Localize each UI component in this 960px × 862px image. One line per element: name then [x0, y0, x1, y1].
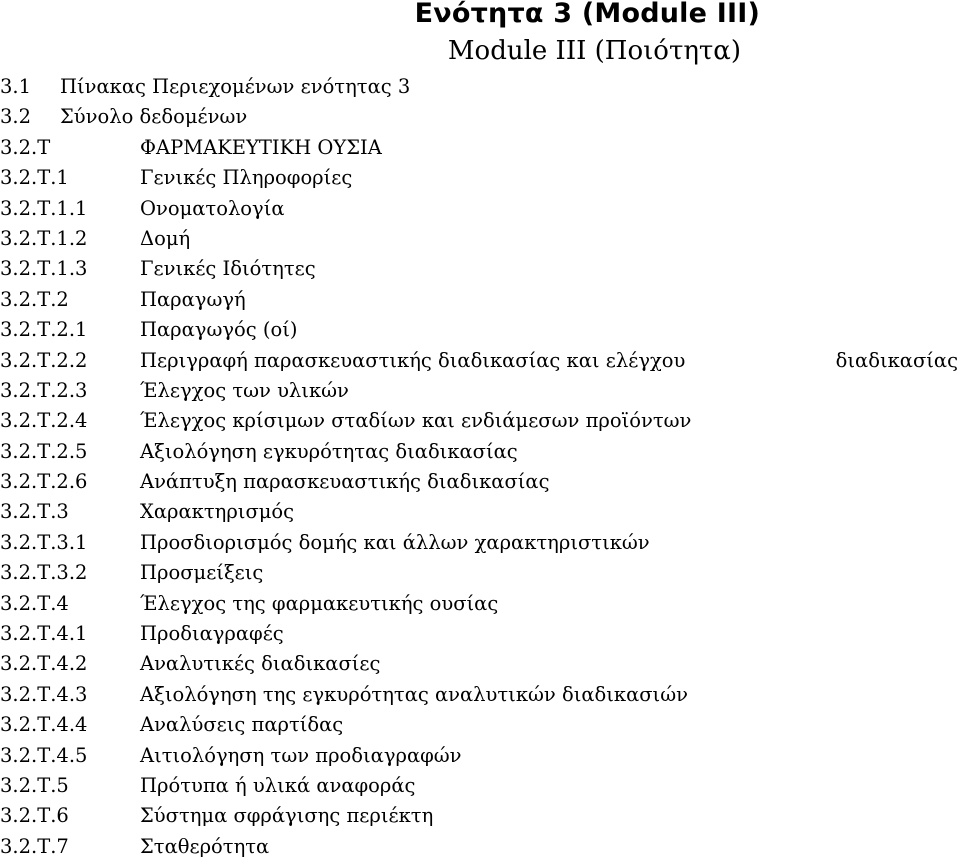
toc-entry [0, 102, 960, 132]
toc-number: 3.2.Τ.2.3 [0, 378, 88, 402]
toc-entry [0, 832, 960, 862]
toc-title: Αξιολόγηση εγκυρότητας διαδικασίας [140, 439, 518, 463]
toc-entry [0, 589, 960, 619]
toc-entry [0, 710, 960, 740]
toc-title: Προδιαγραφές [140, 622, 284, 646]
toc-number: 3.2.Τ.2 [0, 287, 69, 311]
toc-entry [0, 437, 960, 467]
toc-number: 3.2.Τ.4.1 [0, 622, 88, 646]
toc-entry [0, 680, 960, 710]
toc-number: 3.2.Τ.4.2 [0, 652, 88, 676]
toc-number: 3.2.Τ.3 [0, 500, 69, 524]
toc-number: 3.2.Τ.2.1 [0, 318, 88, 342]
toc-entry [0, 315, 960, 345]
toc-number: 3.2.Τ.4.5 [0, 743, 88, 767]
toc-title: Σταθερότητα [140, 834, 270, 858]
toc-title: Έλεγχος της φαρμακευτικής ουσίας [140, 591, 499, 615]
toc-number: 3.2.Τ.4.4 [0, 713, 88, 737]
toc-title: Αιτιολόγηση των προδιαγραφών [140, 743, 462, 767]
toc-number: 3.1 [0, 75, 32, 98]
toc-entry [0, 224, 960, 254]
table-of-contents [0, 72, 960, 862]
toc-entry [0, 254, 960, 284]
toc-title: Έλεγχος κρίσιμων σταδίων και ενδιάμεσων προϊόντων [140, 409, 692, 433]
toc-number: 3.2.Τ.3.2 [0, 561, 88, 585]
toc-number: 3.2.Τ.1.3 [0, 257, 88, 281]
toc-title: Γενικές Πληροφορίες [140, 166, 353, 190]
toc-entry [0, 194, 960, 224]
toc-number: 3.2.Τ.1.2 [0, 226, 88, 250]
toc-title: Πρότυπα ή υλικά αναφοράς [140, 773, 416, 797]
toc-title: Αναλύσεις παρτίδας [140, 713, 344, 737]
toc-title: Χαρακτηρισμός [140, 500, 295, 524]
toc-title: Προσδιορισμός δομής και άλλων χαρακτηριστικών [140, 530, 650, 554]
toc-entry [0, 285, 960, 315]
toc-number: 3.2.Τ [0, 135, 51, 159]
toc-title: Έλεγχος των υλικών [140, 378, 349, 402]
toc-number: 3.2.Τ.4 [0, 591, 69, 615]
toc-title: Αξιολόγηση της εγκυρότητας αναλυτικών διαδικασιών [140, 682, 688, 706]
toc-number: 3.2.Τ.5 [0, 773, 69, 797]
toc-entry [0, 801, 960, 831]
toc-number: 3.2.Τ.2.2 [0, 348, 88, 372]
toc-title: Προσμείξεις [140, 561, 264, 585]
toc-entry [0, 528, 960, 558]
toc-entry [0, 771, 960, 801]
toc-number: 3.2.Τ.2.5 [0, 439, 88, 463]
toc-entry [0, 619, 960, 649]
toc-number: 3.2 [0, 105, 32, 129]
toc-entry [0, 72, 960, 102]
module-heading: Ενότητα 3 (Module III) [414, 0, 760, 29]
toc-title: Παραγωγή [140, 287, 246, 311]
toc-number: 3.2.Τ.4.3 [0, 682, 88, 706]
toc-number: 3.2.Τ.2.4 [0, 409, 88, 433]
toc-title: Πίνακας Περιεχομένων ενότητας 3 [60, 75, 411, 98]
toc-title: ΦΑΡΜΑΚΕΥΤΙΚΗ ΟΥΣΙΑ [140, 135, 382, 159]
toc-entry [0, 467, 960, 497]
toc-title: Ανάπτυξη παρασκευαστικής διαδικασίας [140, 470, 550, 494]
module-subheading: Module III (Ποιότητα) [447, 36, 741, 66]
toc-entry [0, 497, 960, 527]
toc-title: Αναλυτικές διαδικασίες [140, 652, 381, 676]
toc-number: 3.2.Τ.7 [0, 834, 69, 858]
toc-entry [0, 346, 960, 376]
toc-title: Σύστημα σφράγισης περιέκτη [140, 804, 434, 828]
toc-title: Γενικές Ιδιότητες [140, 257, 316, 281]
toc-entry [0, 741, 960, 771]
toc-entry [0, 406, 960, 436]
toc-entry [0, 133, 960, 163]
toc-number: 3.2.Τ.2.6 [0, 470, 88, 494]
toc-number: 3.2.Τ.6 [0, 804, 69, 828]
toc-entry [0, 649, 960, 679]
toc-entry [0, 558, 960, 588]
toc-entry [0, 163, 960, 193]
toc-number: 3.2.Τ.1 [0, 166, 69, 190]
toc-overflow-text: διαδικασίας [835, 348, 958, 372]
toc-entry [0, 376, 960, 406]
toc-title: Δομή [140, 226, 191, 250]
toc-number: 3.2.Τ.1.1 [0, 196, 88, 220]
toc-title: Ονοματολογία [140, 196, 285, 220]
toc-title: Παραγωγός (οί) [140, 318, 298, 342]
toc-title: Περιγραφή παρασκευαστικής διαδικασίας και ελέγχου [140, 348, 686, 372]
toc-title: Σύνολο δεδομένων [60, 105, 248, 129]
toc-number: 3.2.Τ.3.1 [0, 530, 88, 554]
